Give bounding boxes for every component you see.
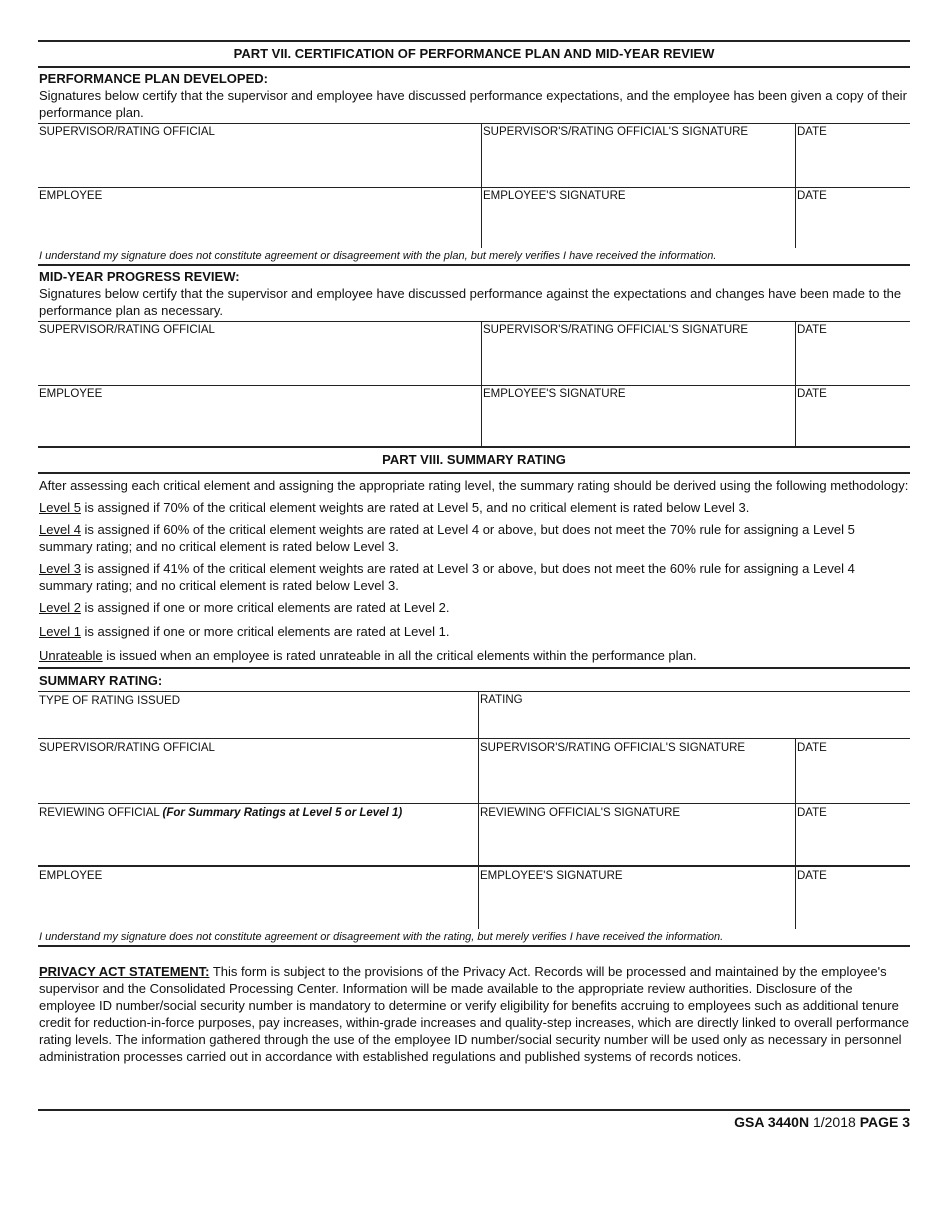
rating-field[interactable]: RATING (478, 692, 910, 738)
summary-supervisor-field[interactable]: SUPERVISOR/RATING OFFICIAL (38, 738, 478, 803)
midyear-employee-field[interactable]: EMPLOYEE (38, 385, 481, 446)
summary-employee-signature[interactable]: EMPLOYEE'S SIGNATURE (478, 865, 795, 929)
summary-supervisor-date[interactable]: DATE (795, 738, 910, 803)
rating-acknowledgement: I understand my signature does not constitute agreement or disagreement with the rating, but merely verifies I have received the information. (38, 929, 910, 947)
summary-intro: After assessing each critical element and assigning the appropriate rating level, the summary rating should be derived using the following methodology: (39, 478, 909, 493)
summary-employee-date[interactable]: DATE (795, 865, 910, 929)
plan-signature-table (38, 123, 910, 248)
midyear-supervisor-signature[interactable]: SUPERVISOR'S/RATING OFFICIAL'S SIGNATURE (481, 322, 795, 385)
reviewing-official-signature[interactable]: REVIEWING OFFICIAL'S SIGNATURE (478, 803, 795, 865)
midyear-employee-signature[interactable]: EMPLOYEE'S SIGNATURE (481, 385, 795, 446)
midyear-text: Signatures below certify that the supervisor and employee have discussed performance against the expectations and changes have been made to the performance plan as necessary. (39, 286, 902, 318)
unrateable-rule: Unrateable is issued when an employee is rated unrateable in all the critical elements within the performance plan. (39, 648, 697, 663)
plan-supervisor-field[interactable]: SUPERVISOR/RATING OFFICIAL (39, 126, 215, 138)
plan-text: Signatures below certify that the supervisor and employee have discussed performance expectations, and the employee has been given a copy of their performance plan. (39, 88, 907, 120)
part8-title: PART VIII. SUMMARY RATING (38, 448, 910, 474)
plan-supervisor-date[interactable]: DATE (795, 124, 910, 187)
midyear-heading: MID-YEAR PROGRESS REVIEW: (39, 269, 240, 284)
level-3-rule: Level 3 is assigned if 41% of the critical element weights are rated at Level 3 or above, but does not meet the 60% rule for assigning a Level 4 summary rating; and no critical element is rated below Level 3. (39, 561, 855, 593)
form-page (38, 40, 910, 1065)
midyear-supervisor-field[interactable]: SUPERVISOR/RATING OFFICIAL (39, 324, 215, 336)
privacy-act-statement: PRIVACY ACT STATEMENT: This form is subject to the provisions of the Privacy Act. Records will be processed and maintained by the employee's supervisor and the Consolidated Processing Center. Information will be made available to the appropriate review authorities. Disclosure of the employee ID number/social security number is mandatory to determine or verify eligibility for benefits accruing to employees such as additional tenure credit for reduction-in-force purposes, pay increases, within-grade increases and quality-step increases, which are directly linked to overall performance rating levels. The information gathered through the use of the employee ID number/social security number will be used only as necessary in personnel administration processes carried out in accordance with established regulations and published systems of records notices. (39, 964, 909, 1064)
form-footer: GSA 3440N 1/2018 PAGE 3 (38, 1109, 910, 1130)
level-2-rule: Level 2 is assigned if one or more critical elements are rated at Level 2. (39, 600, 450, 615)
plan-acknowledgement: I understand my signature does not constitute agreement or disagreement with the plan, but merely verifies I have received the information. (38, 248, 910, 266)
plan-heading: PERFORMANCE PLAN DEVELOPED: (39, 71, 268, 86)
reviewing-official-date[interactable]: DATE (795, 803, 910, 865)
summary-signature-table (38, 691, 910, 929)
midyear-employee-date[interactable]: DATE (795, 385, 910, 446)
level-5-rule: Level 5 is assigned if 70% of the critical element weights are rated at Level 5, and no critical element is rated below Level 3. (39, 500, 750, 515)
plan-employee-field[interactable]: EMPLOYEE (38, 187, 481, 248)
level-4-rule: Level 4 is assigned if 60% of the critical element weights are rated at Level 4 or above, but does not meet the 70% rule for assigning a Level 5 summary rating; and no critical element is rated below Level 3. (39, 522, 855, 554)
summary-heading: SUMMARY RATING: (39, 673, 163, 688)
summary-employee-field[interactable]: EMPLOYEE (38, 865, 478, 929)
reviewing-official-field[interactable]: REVIEWING OFFICIAL (For Summary Ratings at Level 5 or Level 1) (38, 803, 478, 865)
summary-supervisor-signature[interactable]: SUPERVISOR'S/RATING OFFICIAL'S SIGNATURE (478, 738, 795, 803)
plan-employee-signature[interactable]: EMPLOYEE'S SIGNATURE (481, 187, 795, 248)
plan-supervisor-signature[interactable]: SUPERVISOR'S/RATING OFFICIAL'S SIGNATURE (481, 124, 795, 187)
midyear-signature-table (38, 321, 910, 446)
rating-type-field[interactable]: TYPE OF RATING ISSUED (39, 695, 180, 707)
level-list (38, 498, 910, 667)
plan-employee-date[interactable]: DATE (795, 187, 910, 248)
midyear-supervisor-date[interactable]: DATE (795, 322, 910, 385)
part7-title: PART VII. CERTIFICATION OF PERFORMANCE PLAN AND MID-YEAR REVIEW (38, 42, 910, 68)
level-1-rule: Level 1 is assigned if one or more critical elements are rated at Level 1. (39, 624, 450, 639)
